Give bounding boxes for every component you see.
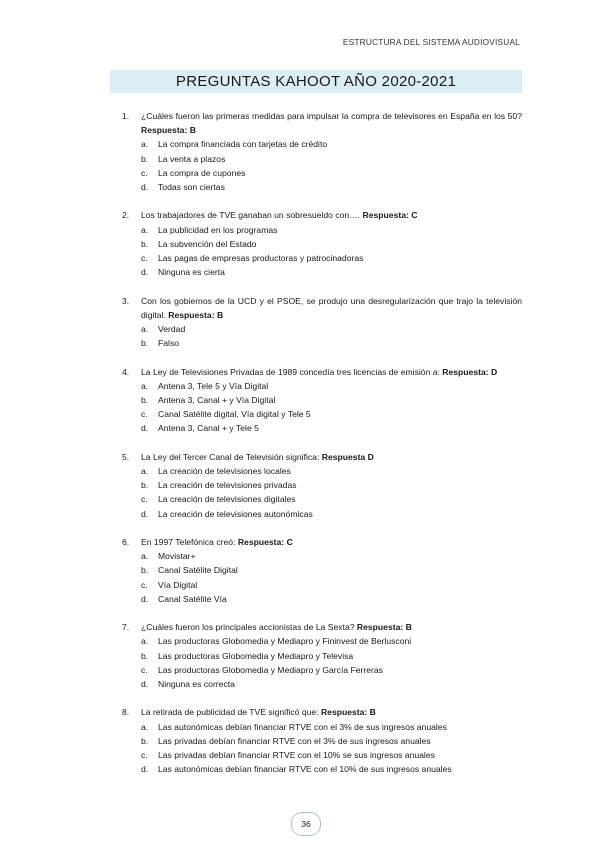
option-list xyxy=(122,223,522,280)
option-letter: b. xyxy=(141,565,149,576)
answer-label: Respuesta: xyxy=(320,707,368,718)
answer-option xyxy=(122,507,522,521)
option-letter: a. xyxy=(141,224,149,235)
option-letter: b. xyxy=(141,338,149,349)
option-letter: c. xyxy=(141,579,148,590)
answer-value: D xyxy=(491,366,498,377)
answer-label: Respuesta: xyxy=(362,210,409,221)
option-text: Canal Satélite Vía xyxy=(158,593,227,604)
answer-option xyxy=(122,663,522,677)
answer-option xyxy=(122,322,522,336)
option-letter: b. xyxy=(141,395,149,406)
answer-value: B xyxy=(369,707,376,718)
answer-option xyxy=(122,152,522,166)
question-stem xyxy=(122,294,522,322)
answer-label: Respuesta: xyxy=(141,125,188,136)
option-letter: d. xyxy=(141,508,149,519)
answer-option xyxy=(122,478,522,492)
answer-option xyxy=(122,265,522,279)
option-text: Antena 3, Canal + y Tele 5 xyxy=(158,423,259,434)
answer-option xyxy=(122,748,522,762)
answer-option xyxy=(122,166,522,180)
option-letter: c. xyxy=(141,253,148,264)
option-text: La publicidad en los programas xyxy=(158,224,278,235)
question-item xyxy=(122,620,522,691)
option-text: Las productoras Globomedia y Mediapro y García Ferreras xyxy=(158,664,383,675)
option-letter: c. xyxy=(141,494,148,505)
option-text: Las privadas debían financiar RTVE con el 10% se sus ingresos anuales xyxy=(158,750,435,761)
question-number: 7. xyxy=(122,622,130,633)
answer-option xyxy=(122,223,522,237)
option-text: La venta a plazos xyxy=(158,153,226,164)
answer-label: Respuesta: xyxy=(356,622,404,633)
option-list xyxy=(122,137,522,194)
answer-option xyxy=(122,563,522,577)
answer-option xyxy=(122,634,522,648)
question-text-wrap xyxy=(141,208,522,222)
answer-option xyxy=(122,677,522,691)
question-stem xyxy=(122,450,522,464)
question-number: 6. xyxy=(122,537,130,548)
option-text: Movistar+ xyxy=(158,551,196,562)
question-text: Con los gobiernos de la UCD y el PSOE, se produjo una desregularización que trajo la televisión digital. xyxy=(141,295,522,320)
question-list xyxy=(122,109,522,791)
answer-option xyxy=(122,492,522,506)
answer-option xyxy=(122,137,522,151)
option-text: Vía Digital xyxy=(158,579,198,590)
option-letter: d. xyxy=(141,764,149,775)
answer-label: Respuesta: xyxy=(168,309,215,320)
question-text: La Ley del Tercer Canal de Televisión significa: xyxy=(141,451,320,462)
option-text: La creación de televisiones autonómicas xyxy=(158,508,313,519)
question-item xyxy=(122,365,522,436)
option-letter: b. xyxy=(141,650,149,661)
answer-value: C xyxy=(411,210,418,221)
answer-option xyxy=(122,649,522,663)
answer-option xyxy=(122,237,522,251)
option-list xyxy=(122,634,522,691)
option-letter: a. xyxy=(141,324,149,335)
answer-option xyxy=(122,180,522,194)
page-title: PREGUNTAS KAHOOT AÑO 2020-2021 xyxy=(175,73,457,90)
option-text: Antena 3, Canal + y Vía Digital xyxy=(158,395,276,406)
question-item xyxy=(122,208,522,279)
answer-value: D xyxy=(367,451,374,462)
running-header: ESTRUCTURA DEL SISTEMA AUDIOVISUAL xyxy=(342,37,520,47)
option-letter: a. xyxy=(141,139,149,150)
answer-label: Respuesta xyxy=(321,451,366,462)
option-text: Ninguna es correcta xyxy=(158,679,235,690)
answer-option xyxy=(122,421,522,435)
question-stem xyxy=(122,109,522,137)
option-text: Falso xyxy=(158,338,180,349)
question-text-wrap xyxy=(141,620,522,634)
question-text: En 1997 Telefónica creó: xyxy=(141,537,236,548)
question-stem xyxy=(122,208,522,222)
question-text-wrap xyxy=(141,450,522,464)
option-list xyxy=(122,322,522,350)
option-letter: c. xyxy=(141,409,148,420)
question-number: 4. xyxy=(122,366,130,377)
answer-value: C xyxy=(286,537,293,548)
question-text: ¿Cuáles fueron las primeras medidas para impulsar la compra de televisores en España en los 50? xyxy=(141,111,522,121)
option-text: La creación de televisiones digitales xyxy=(158,494,296,505)
option-letter: d. xyxy=(141,182,149,193)
question-stem xyxy=(122,365,522,379)
answer-option xyxy=(122,578,522,592)
option-letter: d. xyxy=(141,423,149,434)
option-text: Las productoras Globomedia y Mediapro y Televisa xyxy=(158,650,354,661)
answer-option xyxy=(122,393,522,407)
option-letter: a. xyxy=(141,721,149,732)
question-stem xyxy=(122,705,522,719)
option-letter: c. xyxy=(141,750,148,761)
question-number: 1. xyxy=(122,111,130,121)
option-text: Antena 3, Tele 5 y Vía Digital xyxy=(158,380,269,391)
option-letter: c. xyxy=(141,167,148,178)
question-item xyxy=(122,109,522,194)
question-number: 2. xyxy=(122,210,130,221)
question-text: ¿Cuáles fueron los principales accionistas de La Sexta? xyxy=(141,622,355,633)
answer-option xyxy=(122,734,522,748)
answer-option xyxy=(122,251,522,265)
option-text: Las productoras Globomedia y Mediapro y Fininvest de Berlusconi xyxy=(158,636,412,647)
option-letter: d. xyxy=(141,267,149,278)
question-text-wrap xyxy=(141,365,522,379)
answer-label: Respuesta: xyxy=(237,537,285,548)
question-text: Los trabajadores de TVE ganaban un sobresueldo con…. xyxy=(141,210,361,221)
option-letter: b. xyxy=(141,735,149,746)
answer-option xyxy=(122,592,522,606)
page-number-badge xyxy=(291,812,321,836)
question-number: 5. xyxy=(122,451,130,462)
answer-value: B xyxy=(216,309,224,320)
answer-option xyxy=(122,720,522,734)
option-letter: a. xyxy=(141,466,149,477)
option-text: Canal Satélite digital, Vía digital y Tele 5 xyxy=(158,409,311,420)
option-text: Las privadas debían financiar RTVE con el 3% de sus ingresos anuales xyxy=(158,735,431,746)
option-text: Ninguna es cierta xyxy=(158,267,225,278)
option-letter: a. xyxy=(141,636,149,647)
answer-option xyxy=(122,762,522,776)
question-number: 3. xyxy=(122,295,130,306)
option-text: Las autonómicas debían financiar RTVE con el 10% de sus ingresos anuales xyxy=(158,764,452,775)
option-letter: b. xyxy=(141,153,149,164)
option-text: La compra financiada con tarjetas de crédito xyxy=(158,139,328,150)
question-text-wrap xyxy=(141,535,522,549)
question-item xyxy=(122,705,522,776)
question-item xyxy=(122,535,522,606)
answer-option xyxy=(122,407,522,421)
question-item xyxy=(122,294,522,351)
option-text: La subvención del Estado xyxy=(158,238,257,249)
option-text: Las pagas de empresas productoras y patrocinadoras xyxy=(158,253,364,264)
question-text: La retirada de publicidad de TVE significó que: xyxy=(141,707,319,718)
option-text: La creación de televisiones privadas xyxy=(158,480,297,491)
question-text-wrap xyxy=(141,705,522,719)
option-letter: b. xyxy=(141,238,149,249)
option-text: Verdad xyxy=(158,324,186,335)
answer-value: B xyxy=(405,622,412,633)
option-letter: d. xyxy=(141,679,149,690)
option-letter: a. xyxy=(141,551,149,562)
option-text: La creación de televisiones locales xyxy=(158,466,291,477)
option-text: La compra de cupones xyxy=(158,167,246,178)
option-list xyxy=(122,720,522,777)
answer-label: Respuesta: xyxy=(442,366,489,377)
question-text-wrap xyxy=(141,294,522,322)
question-number: 8. xyxy=(122,707,130,718)
question-item xyxy=(122,450,522,521)
option-text: Todas son ciertas xyxy=(158,182,225,193)
option-list xyxy=(122,464,522,521)
question-text: La Ley de Televisiones Privadas de 1989 concedía tres licencias de emisión a: xyxy=(141,366,440,377)
question-text-wrap xyxy=(141,109,522,137)
answer-option xyxy=(122,549,522,563)
option-letter: a. xyxy=(141,380,149,391)
answer-value: B xyxy=(189,125,196,136)
option-letter: c. xyxy=(141,664,148,675)
answer-option xyxy=(122,379,522,393)
answer-option xyxy=(122,336,522,350)
option-list xyxy=(122,379,522,436)
page-number: 36 xyxy=(301,819,311,829)
option-text: Canal Satélite Digital xyxy=(158,565,238,576)
option-list xyxy=(122,549,522,606)
question-stem xyxy=(122,535,522,549)
option-letter: d. xyxy=(141,593,149,604)
question-stem xyxy=(122,620,522,634)
answer-option xyxy=(122,464,522,478)
page-title-band xyxy=(110,70,522,93)
option-letter: b. xyxy=(141,480,149,491)
option-text: Las autonómicas debían financiar RTVE con el 3% de sus ingresos anuales xyxy=(158,721,447,732)
